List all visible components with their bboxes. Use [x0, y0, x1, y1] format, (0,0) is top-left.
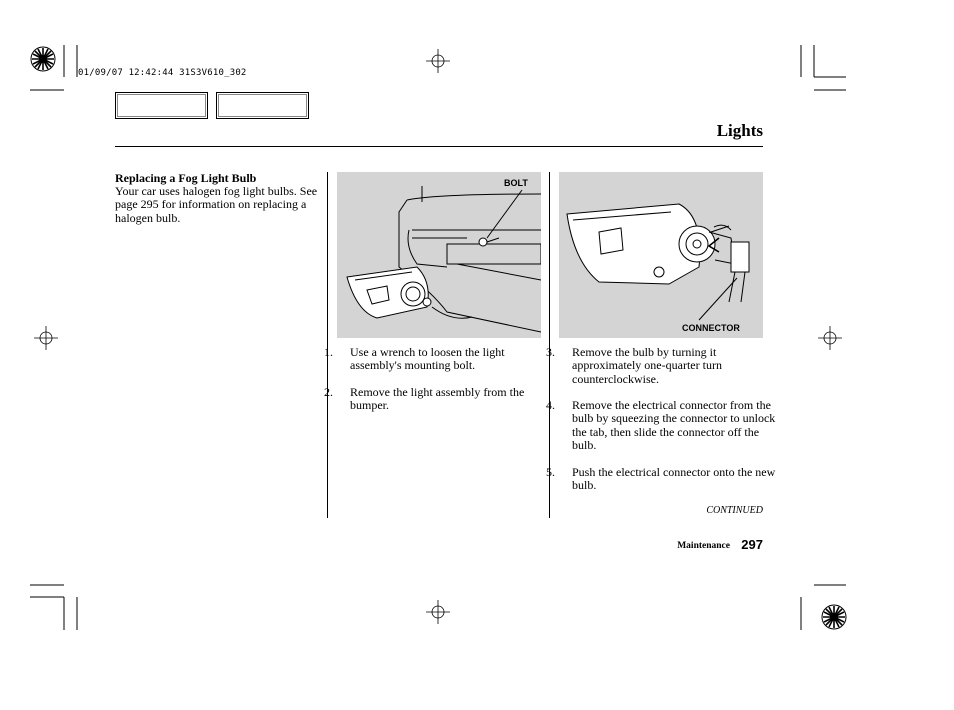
connector-label: CONNECTOR	[682, 323, 740, 333]
step-5	[546, 465, 776, 493]
section-heading: Replacing a Fog Light Bulb	[115, 171, 257, 185]
registration-target-right	[818, 326, 842, 350]
continued-note: CONTINUED	[706, 505, 763, 516]
intro-paragraph: Your car uses halogen fog light bulbs. See page 295 for information on replacing a halogen bulb.	[115, 184, 318, 225]
page-title: Lights	[716, 121, 763, 140]
starburst-mark-top-left	[30, 46, 56, 72]
step-2	[324, 385, 554, 413]
step-4-number: 4.	[546, 398, 555, 412]
bumper-fog-light-drawing	[337, 172, 541, 338]
header-tab-1	[115, 92, 208, 119]
step-2-text: Remove the light assembly from the bumper.	[350, 385, 525, 413]
step-4	[546, 398, 776, 453]
step-3-number: 3.	[546, 345, 555, 359]
step-4-text: Remove the electrical connector from the bulb by squeezing the connector to unlock the tab, then slide the connector off the bulb.	[572, 398, 776, 453]
bolt-label: BOLT	[504, 178, 528, 188]
step-3	[546, 345, 776, 386]
bulb-removal-illustration	[559, 172, 763, 338]
step-5-number: 5.	[546, 465, 555, 479]
registration-target-left	[34, 326, 58, 350]
fog-light-removal-illustration	[337, 172, 541, 338]
step-2-number: 2.	[324, 385, 333, 399]
header-tab-2	[216, 92, 309, 119]
step-1-text: Use a wrench to loosen the light assembly's mounting bolt.	[350, 345, 505, 373]
registration-target-top	[426, 49, 450, 73]
step-1	[324, 345, 554, 373]
starburst-mark-bottom-right	[821, 604, 847, 630]
footer-section-name: Maintenance	[677, 541, 730, 551]
page-number: 297	[741, 537, 763, 552]
print-metadata: 01/09/07 12:42:44 31S3V610_302	[78, 68, 247, 78]
fog-light-bulb-drawing	[559, 172, 763, 338]
registration-target-bottom	[426, 600, 450, 624]
header-rule	[115, 146, 763, 147]
step-1-number: 1.	[324, 345, 333, 359]
step-5-text: Push the electrical connector onto the new bulb.	[572, 465, 776, 493]
step-3-text: Remove the bulb by turning it approximately one-quarter turn counterclockwise.	[572, 345, 722, 386]
